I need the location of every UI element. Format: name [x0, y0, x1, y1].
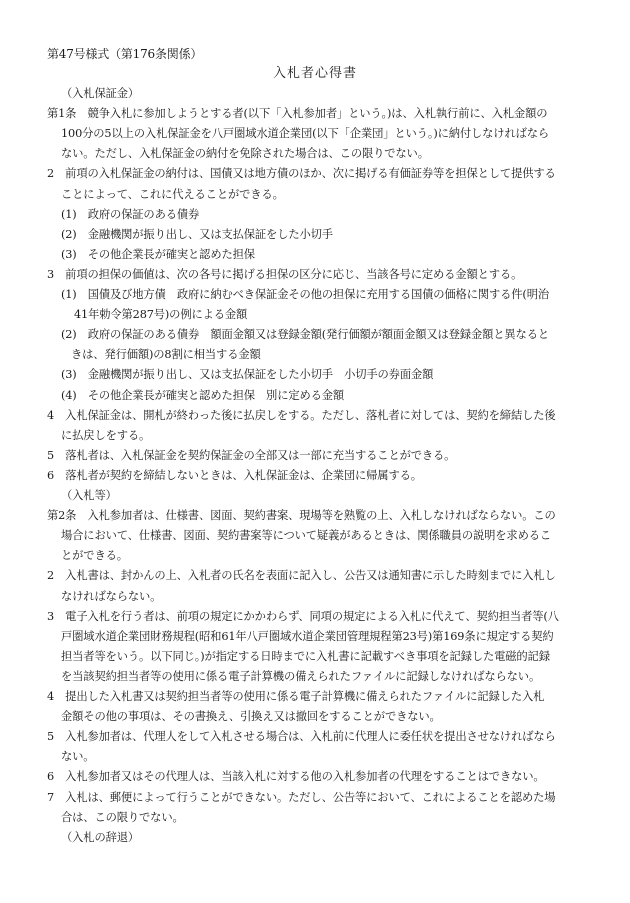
text-line: 第1条 競争入札に参加しようとする者(以下「入札参加者」という。)は、入札執行前に、入札金額の [47, 107, 548, 121]
text-line: なければならない。 [61, 589, 162, 603]
text-line: (1) 政府の保証のある債券 [61, 207, 200, 221]
text-line: 場合において、仕様書、図面、契約書案等について疑義があるときは、関係職員の説明を求めるこ [61, 529, 552, 543]
form-number: 第47号様式（第176条関係） [47, 47, 203, 61]
text-line: (4) その他企業長が確実と認めた担保 別に定める金額 [61, 388, 345, 402]
text-line: ことによって、これに代えることができる。 [61, 187, 284, 201]
text-line: (3) 金融機関が振り出し、又は支払保証をした小切手 小切手の券面金額 [61, 368, 434, 382]
text-line: 5 入札参加者は、代理人をして入札させる場合は、入札前に代理人に委任状を提出させなければなら [47, 730, 556, 744]
text-line: 3 前項の担保の価値は、次の各号に掲げる担保の区分に応じ、当該各号に定める金額とする。 [47, 267, 523, 281]
text-line: 4 提出した入札書又は契約担当者等の使用に係る電子計算機に備えられたファイルに記録した入札 [47, 690, 545, 703]
text-line: 5 落札者は、入札保証金を契約保証金の全部又は一部に充当することができる。 [47, 448, 456, 462]
text-line: 2 前項の入札保証金の納付は、国債又は地方債のほか、次に掲げる有価証券等を担保として提供する [47, 167, 556, 181]
text-line: きは、発行価額)の8割に相当する金額 [71, 348, 261, 362]
text-line: 7 入札は、郵便によって行うことができない。ただし、公告等において、これによることを認めた場 [47, 790, 556, 804]
section-heading: （入札保証金） [61, 87, 140, 100]
text-line: 第2条 入札参加者は、仕様書、図面、契約書案、現場等を熟覧の上、入札しなければならない。この [47, 509, 556, 523]
text-line: 合は、この限りでない。 [61, 810, 184, 824]
text-line: (1) 国債及び地方債 政府に納むべき保証金その他の担保に充用する国債の価格に関する件(明治 [61, 288, 549, 301]
text-line: 3 電子入札を行う者は、前項の規定にかかわらず、同項の規定による入札に代えて、契約担当者等(八 [47, 609, 559, 623]
section-heading: （入札等） [61, 489, 117, 502]
text-line: とができる。 [61, 549, 128, 563]
text-line: に払戻しをする。 [61, 428, 151, 442]
text-line: 担当者等をいう。以下同じ。)が指定する日時までに入札書に記載すべき事項を記録した電磁的記録 [61, 649, 550, 663]
text-line: ない。ただし、入札保証金の納付を免除された場合は、この限りでない。 [61, 147, 429, 161]
text-line: 4 入札保証金は、開札が終わった後に払戻しをする。ただし、落札者に対しては、契約を締結した後 [47, 408, 556, 422]
text-line: 100分の5以上の入札保証金を八戸圏域水道企業団(以下「企業団」という。)に納付しなければなら [61, 127, 550, 141]
section-heading: （入札の辞退） [61, 830, 140, 844]
text-line: (2) 政府の保証のある債券 額面金額又は登録金額(発行価額が額面金額又は登録金額と異なると [61, 328, 549, 342]
text-line: 2 入札書は、封かんの上、入札者の氏名を表面に記入し、公告又は通知書に示した時刻までに入札し [47, 569, 556, 583]
text-line: 戸圏域水道企業団財務規程(昭和61年八戸圏域水道企業団管理規程第23号)第169条に規定する契約 [61, 629, 554, 643]
text-line: を当該契約担当者等の使用に係る電子計算機の備えられたファイルに記録しなければならない。 [61, 669, 541, 683]
text-line: ない。 [61, 750, 95, 764]
text-line: 6 落札者が契約を締結しないときは、入札保証金は、企業団に帰属する。 [47, 468, 422, 482]
text-line: (3) その他企業長が確実と認めた担保 [61, 247, 255, 261]
text-line: (2) 金融機関が振り出し、又は支払保証をした小切手 [61, 227, 333, 241]
text-line: 金額その他の事項は、その書換え、引換え又は撤回をすることができない。 [61, 710, 441, 724]
text-line: 41年勅令第287号)の例による金額 [74, 308, 248, 322]
document-title: 入札者心得書 [272, 66, 357, 81]
text-line: 6 入札参加者又はその代理人は、当該入札に対する他の入札参加者の代理をすることはできない。 [47, 770, 545, 784]
